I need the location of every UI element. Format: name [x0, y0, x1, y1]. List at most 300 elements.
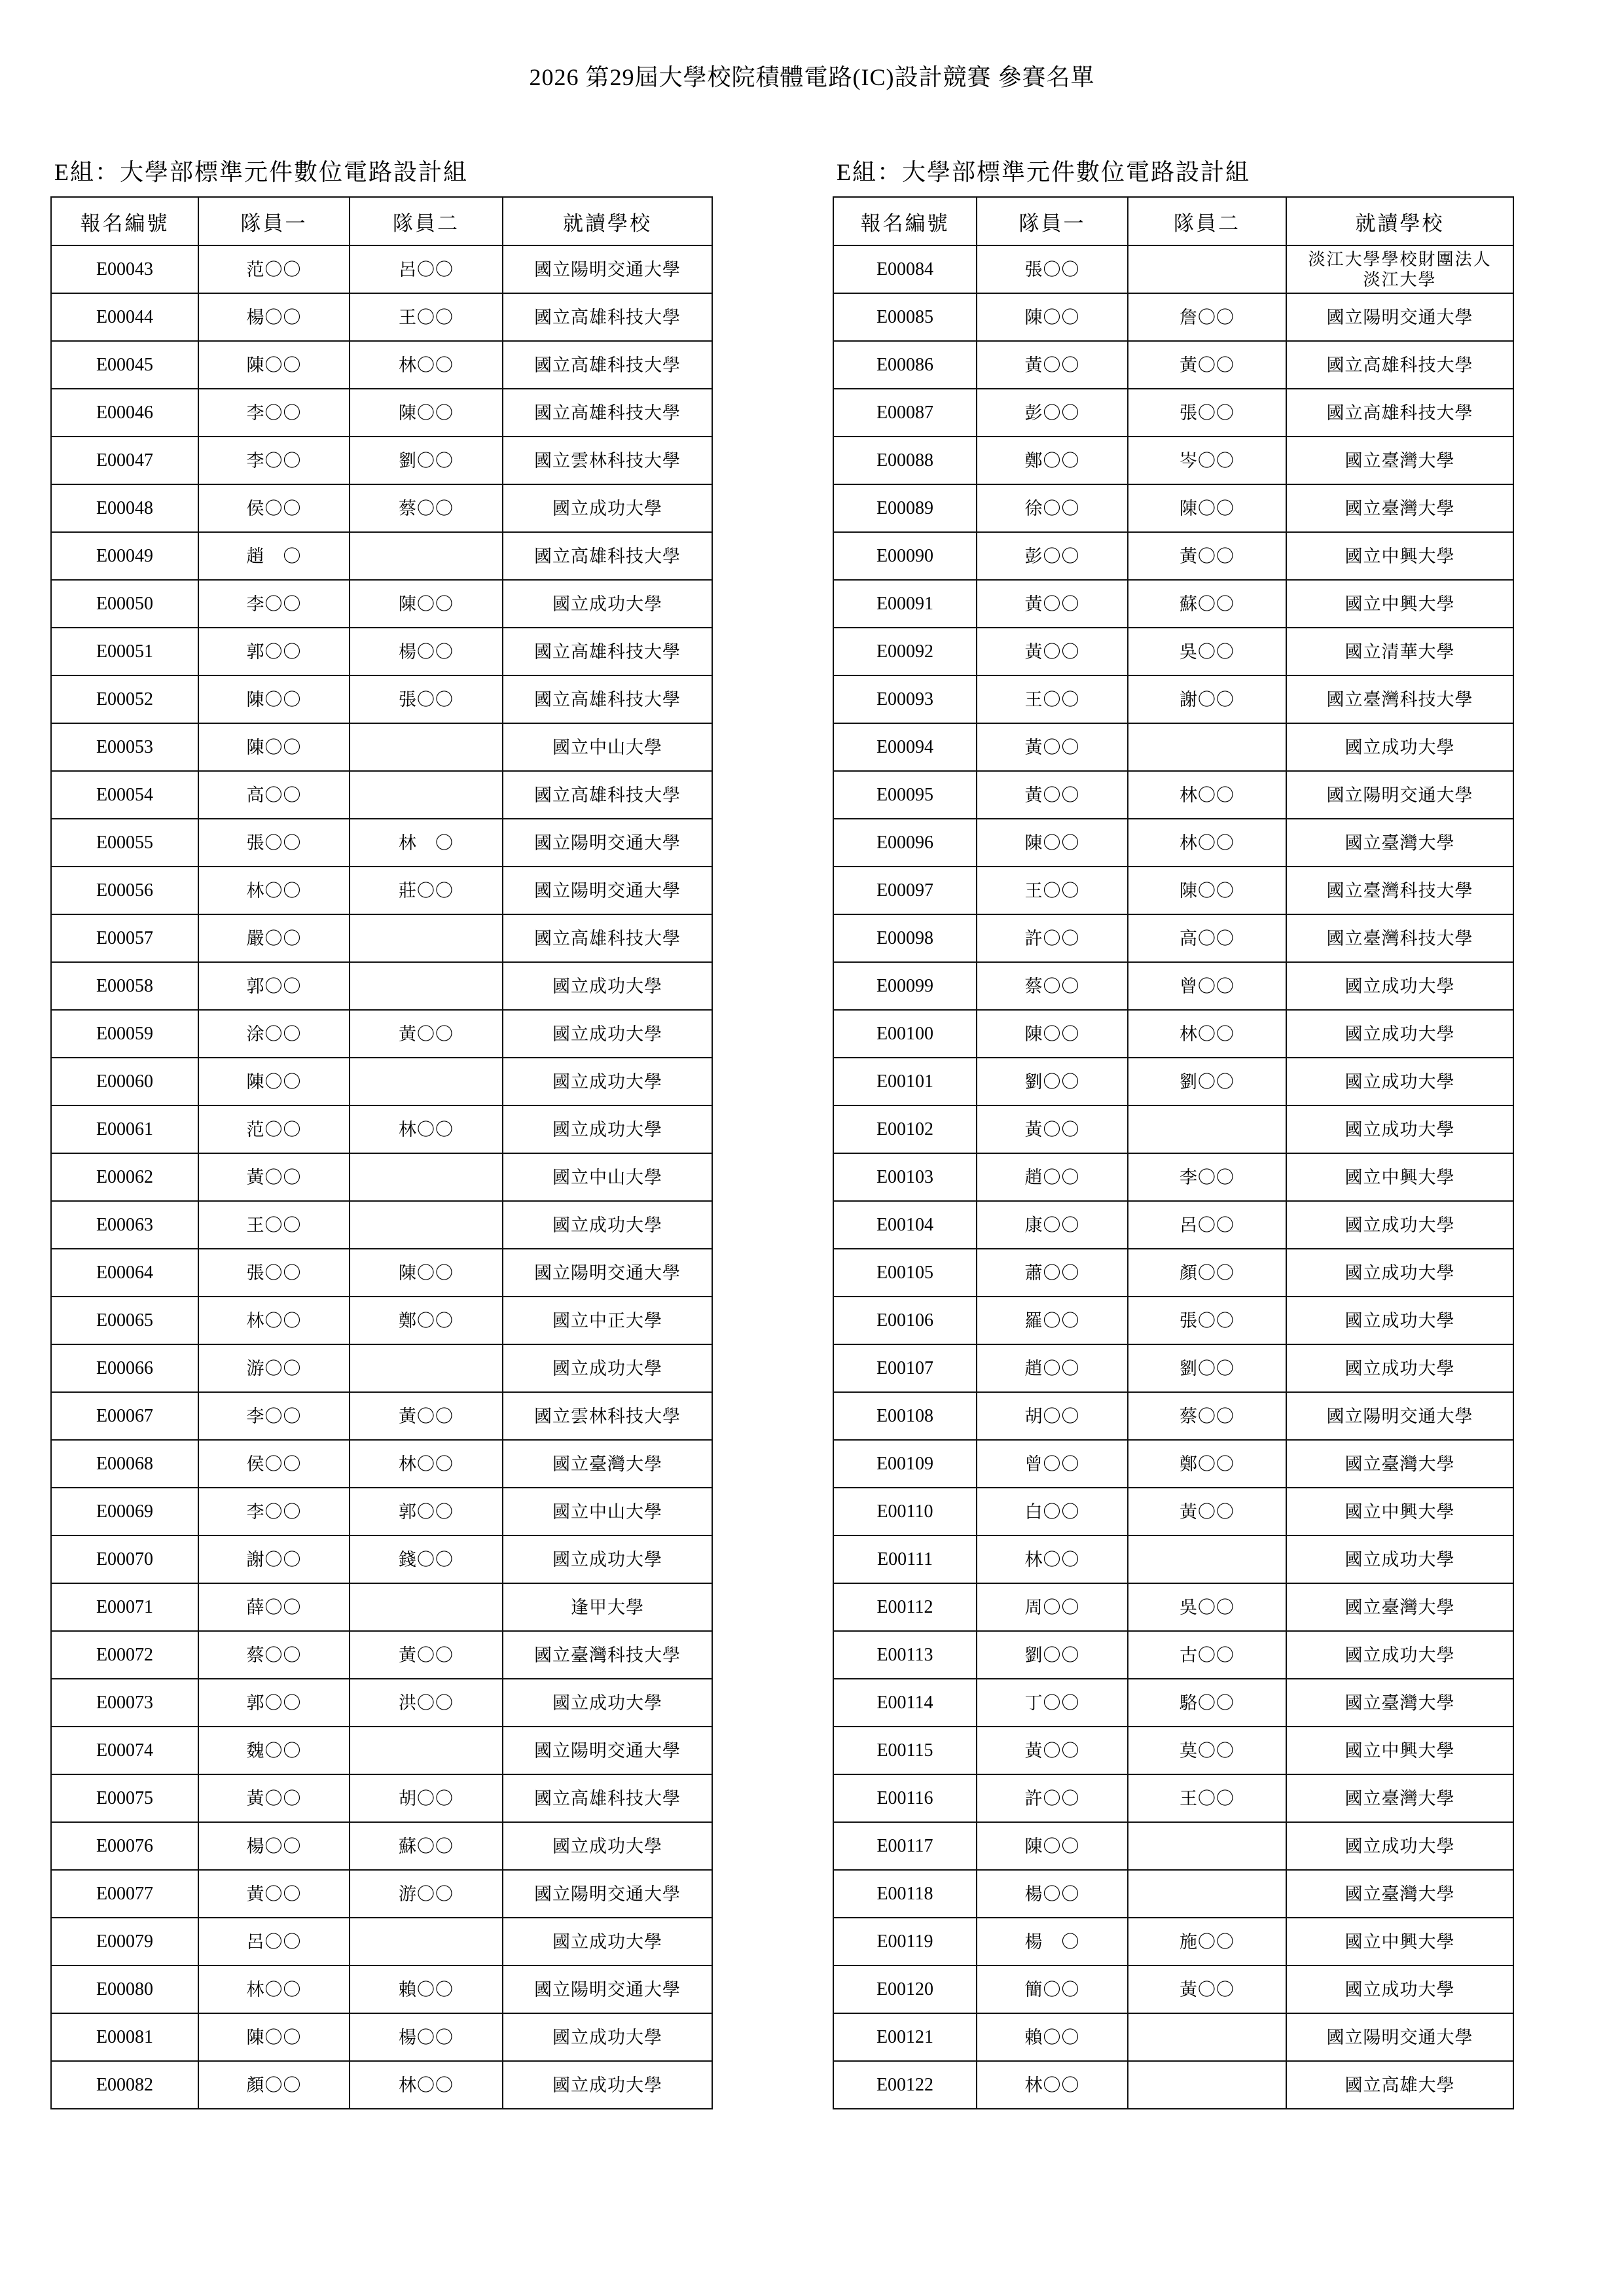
member-one-cell: 黃〇〇 [977, 580, 1128, 628]
registration-id-cell: E00073 [51, 1679, 198, 1727]
registration-id-cell: E00055 [51, 819, 198, 867]
member-two-cell [350, 1201, 503, 1249]
school-line: 淡江大學 [1363, 270, 1437, 289]
registration-id-cell: E00072 [51, 1631, 198, 1679]
school-cell: 國立陽明交通大學 [1286, 771, 1513, 819]
member-one-cell: 侯〇〇 [198, 484, 350, 532]
member-one-cell: 范〇〇 [198, 245, 350, 293]
member-two-cell: 蔡〇〇 [1128, 1392, 1286, 1440]
school-cell: 國立成功大學 [1286, 1631, 1513, 1679]
table-row [833, 1201, 1513, 1249]
member-two-cell: 王〇〇 [1128, 1774, 1286, 1822]
table-row [833, 819, 1513, 867]
table-row [833, 1058, 1513, 1105]
header-school: 就讀學校 [503, 197, 712, 245]
member-one-cell: 顏〇〇 [198, 2061, 350, 2109]
school-cell: 國立成功大學 [1286, 1822, 1513, 1870]
school-cell: 國立雲林科技大學 [503, 437, 712, 484]
member-one-cell: 范〇〇 [198, 1105, 350, 1153]
member-one-cell: 趙〇〇 [977, 1153, 1128, 1201]
member-one-cell: 徐〇〇 [977, 484, 1128, 532]
member-one-cell: 林〇〇 [198, 1297, 350, 1344]
table-row [51, 580, 712, 628]
registration-id-cell: E00054 [51, 771, 198, 819]
member-one-cell: 陳〇〇 [198, 723, 350, 771]
registration-id-cell: E00084 [833, 245, 977, 293]
member-one-cell: 謝〇〇 [198, 1535, 350, 1583]
table-row [833, 1392, 1513, 1440]
registration-id-cell: E00091 [833, 580, 977, 628]
table-row [833, 580, 1513, 628]
member-one-cell: 劉〇〇 [977, 1058, 1128, 1105]
table-row [833, 962, 1513, 1010]
registration-id-cell: E00098 [833, 914, 977, 962]
table-row [51, 914, 712, 962]
member-one-cell: 郭〇〇 [198, 962, 350, 1010]
school-cell: 國立中興大學 [1286, 1488, 1513, 1535]
registration-id-cell: E00053 [51, 723, 198, 771]
table-row [833, 1822, 1513, 1870]
member-one-cell: 魏〇〇 [198, 1727, 350, 1774]
table-row [833, 867, 1513, 914]
registration-id-cell: E00102 [833, 1105, 977, 1153]
registration-id-cell: E00109 [833, 1440, 977, 1488]
school-cell: 國立陽明交通大學 [503, 1870, 712, 1918]
registration-id-cell: E00118 [833, 1870, 977, 1918]
member-one-cell: 黃〇〇 [198, 1153, 350, 1201]
school-cell: 國立成功大學 [503, 2013, 712, 2061]
registration-id-cell: E00111 [833, 1535, 977, 1583]
school-cell: 國立成功大學 [1286, 1249, 1513, 1297]
member-two-cell: 郭〇〇 [350, 1488, 503, 1535]
member-two-cell: 張〇〇 [1128, 389, 1286, 437]
registration-id-cell: E00069 [51, 1488, 198, 1535]
school-cell: 國立臺灣大學 [1286, 437, 1513, 484]
registration-id-cell: E00045 [51, 341, 198, 389]
school-cell: 國立臺灣大學 [1286, 484, 1513, 532]
school-cell: 國立陽明交通大學 [503, 819, 712, 867]
member-one-cell: 羅〇〇 [977, 1297, 1128, 1344]
header-member-one: 隊員一 [198, 197, 350, 245]
member-one-cell: 李〇〇 [198, 1392, 350, 1440]
registration-id-cell: E00103 [833, 1153, 977, 1201]
school-cell: 國立臺灣科技大學 [1286, 867, 1513, 914]
member-one-cell: 李〇〇 [198, 580, 350, 628]
school-cell: 國立清華大學 [1286, 628, 1513, 675]
member-one-cell: 趙〇〇 [977, 1344, 1128, 1392]
table-row [833, 771, 1513, 819]
table-row [833, 484, 1513, 532]
school-cell: 國立高雄科技大學 [503, 1774, 712, 1822]
table-body [833, 245, 1513, 2109]
school-cell: 國立臺灣大學 [1286, 1440, 1513, 1488]
school-cell: 國立成功大學 [1286, 1344, 1513, 1392]
registration-id-cell: E00117 [833, 1822, 977, 1870]
member-two-cell: 黃〇〇 [350, 1010, 503, 1058]
school-cell: 國立陽明交通大學 [1286, 1392, 1513, 1440]
member-two-cell: 林〇〇 [350, 341, 503, 389]
member-one-cell: 鄭〇〇 [977, 437, 1128, 484]
member-one-cell: 黃〇〇 [198, 1774, 350, 1822]
member-two-cell: 呂〇〇 [1128, 1201, 1286, 1249]
registration-id-cell: E00070 [51, 1535, 198, 1583]
roster-group-right [833, 156, 1513, 2109]
registration-id-cell: E00094 [833, 723, 977, 771]
school-cell: 國立成功大學 [503, 580, 712, 628]
registration-id-cell: E00099 [833, 962, 977, 1010]
school-cell: 逢甲大學 [503, 1583, 712, 1631]
member-two-cell: 謝〇〇 [1128, 675, 1286, 723]
school-cell: 國立中興大學 [1286, 532, 1513, 580]
member-two-cell: 陳〇〇 [350, 389, 503, 437]
registration-id-cell: E00113 [833, 1631, 977, 1679]
registration-id-cell: E00115 [833, 1727, 977, 1774]
registration-id-cell: E00047 [51, 437, 198, 484]
school-cell: 國立成功大學 [503, 962, 712, 1010]
member-two-cell [350, 914, 503, 962]
registration-id-cell: E00120 [833, 1965, 977, 2013]
group-title: E組：大學部標準元件數位電路設計組 [54, 159, 468, 185]
table-row [51, 628, 712, 675]
registration-id-cell: E00051 [51, 628, 198, 675]
table-row [51, 675, 712, 723]
school-cell: 國立成功大學 [1286, 723, 1513, 771]
member-two-cell: 黃〇〇 [1128, 341, 1286, 389]
member-one-cell: 陳〇〇 [198, 2013, 350, 2061]
table-row [833, 2013, 1513, 2061]
registration-id-cell: E00107 [833, 1344, 977, 1392]
member-one-cell: 高〇〇 [198, 771, 350, 819]
table-row [51, 1201, 712, 1249]
member-one-cell: 彭〇〇 [977, 532, 1128, 580]
member-two-cell [1128, 2061, 1286, 2109]
table-row [833, 1440, 1513, 1488]
member-one-cell: 林〇〇 [198, 867, 350, 914]
member-one-cell: 胡〇〇 [977, 1392, 1128, 1440]
member-two-cell: 張〇〇 [350, 675, 503, 723]
registration-id-cell: E00112 [833, 1583, 977, 1631]
school-cell: 國立高雄科技大學 [503, 628, 712, 675]
table-row [833, 1488, 1513, 1535]
school-cell: 國立高雄科技大學 [503, 532, 712, 580]
member-two-cell: 施〇〇 [1128, 1918, 1286, 1965]
member-one-cell: 李〇〇 [198, 1488, 350, 1535]
table-row [51, 1870, 712, 1918]
member-two-cell [1128, 1105, 1286, 1153]
registration-id-cell: E00049 [51, 532, 198, 580]
table-row [51, 293, 712, 341]
member-one-cell: 賴〇〇 [977, 2013, 1128, 2061]
registration-id-cell: E00058 [51, 962, 198, 1010]
registration-id-cell: E00079 [51, 1918, 198, 1965]
table-row [833, 675, 1513, 723]
registration-id-cell: E00061 [51, 1105, 198, 1153]
header-member-two: 隊員二 [350, 197, 503, 245]
member-two-cell: 莫〇〇 [1128, 1727, 1286, 1774]
registration-id-cell: E00093 [833, 675, 977, 723]
member-one-cell: 游〇〇 [198, 1344, 350, 1392]
member-two-cell: 楊〇〇 [350, 2013, 503, 2061]
member-two-cell [1128, 1870, 1286, 1918]
member-two-cell: 林〇〇 [350, 2061, 503, 2109]
header-member-two: 隊員二 [1128, 197, 1286, 245]
table-row [51, 723, 712, 771]
member-two-cell: 吳〇〇 [1128, 628, 1286, 675]
table-row [51, 1631, 712, 1679]
member-two-cell: 楊〇〇 [350, 628, 503, 675]
table-row [51, 1297, 712, 1344]
registration-id-cell: E00095 [833, 771, 977, 819]
member-two-cell: 黃〇〇 [350, 1392, 503, 1440]
member-one-cell: 張〇〇 [977, 245, 1128, 293]
member-two-cell: 陳〇〇 [1128, 867, 1286, 914]
member-one-cell: 康〇〇 [977, 1201, 1128, 1249]
member-two-cell: 莊〇〇 [350, 867, 503, 914]
member-two-cell: 曾〇〇 [1128, 962, 1286, 1010]
table-row [51, 532, 712, 580]
header-school: 就讀學校 [1286, 197, 1513, 245]
school-cell: 國立成功大學 [1286, 1010, 1513, 1058]
member-two-cell [350, 1153, 503, 1201]
member-two-cell [350, 532, 503, 580]
member-one-cell: 呂〇〇 [198, 1918, 350, 1965]
registration-id-cell: E00110 [833, 1488, 977, 1535]
member-two-cell: 蘇〇〇 [350, 1822, 503, 1870]
school-cell: 國立成功大學 [503, 1822, 712, 1870]
table-row [51, 1058, 712, 1105]
member-two-cell: 陳〇〇 [350, 1249, 503, 1297]
member-two-cell: 黃〇〇 [1128, 1965, 1286, 2013]
member-one-cell: 李〇〇 [198, 437, 350, 484]
school-cell: 國立雲林科技大學 [503, 1392, 712, 1440]
member-two-cell: 劉〇〇 [350, 437, 503, 484]
table-row [833, 532, 1513, 580]
member-one-cell: 楊〇〇 [198, 293, 350, 341]
member-two-cell: 林〇〇 [1128, 819, 1286, 867]
school-cell: 國立中山大學 [503, 1153, 712, 1201]
member-one-cell: 楊 〇 [977, 1918, 1128, 1965]
school-cell: 國立中興大學 [1286, 580, 1513, 628]
header-registration-id: 報名編號 [51, 197, 198, 245]
table-row [51, 962, 712, 1010]
table-header-row [51, 197, 712, 245]
school-cell: 國立中興大學 [1286, 1153, 1513, 1201]
member-two-cell [350, 1918, 503, 1965]
member-one-cell: 黃〇〇 [977, 341, 1128, 389]
registration-id-cell: E00062 [51, 1153, 198, 1201]
registration-id-cell: E00067 [51, 1392, 198, 1440]
registration-id-cell: E00044 [51, 293, 198, 341]
registration-id-cell: E00050 [51, 580, 198, 628]
school-cell: 國立臺灣大學 [1286, 1774, 1513, 1822]
table-row [833, 245, 1513, 293]
member-one-cell: 郭〇〇 [198, 1679, 350, 1727]
table-row [51, 1965, 712, 2013]
table-row [833, 437, 1513, 484]
school-cell: 國立臺灣大學 [503, 1440, 712, 1488]
table-row [833, 914, 1513, 962]
table-row [833, 1631, 1513, 1679]
table-row [51, 1249, 712, 1297]
school-cell: 國立成功大學 [503, 1344, 712, 1392]
member-one-cell: 蔡〇〇 [198, 1631, 350, 1679]
member-one-cell: 陳〇〇 [198, 675, 350, 723]
table-row [51, 341, 712, 389]
table-row [51, 1583, 712, 1631]
member-two-cell: 陳〇〇 [350, 580, 503, 628]
member-two-cell: 黃〇〇 [1128, 532, 1286, 580]
member-two-cell: 呂〇〇 [350, 245, 503, 293]
table-row [833, 1535, 1513, 1583]
school-cell: 國立成功大學 [1286, 1058, 1513, 1105]
table-row [833, 1105, 1513, 1153]
member-two-cell: 駱〇〇 [1128, 1679, 1286, 1727]
table-row [51, 771, 712, 819]
school-cell: 國立高雄科技大學 [503, 341, 712, 389]
table-row [833, 1679, 1513, 1727]
table-row [833, 1583, 1513, 1631]
member-two-cell: 鄭〇〇 [350, 1297, 503, 1344]
school-cell: 國立成功大學 [1286, 1965, 1513, 2013]
member-one-cell: 嚴〇〇 [198, 914, 350, 962]
school-cell: 國立成功大學 [503, 1679, 712, 1727]
registration-id-cell: E00100 [833, 1010, 977, 1058]
school-cell: 國立臺灣科技大學 [503, 1631, 712, 1679]
member-two-cell [1128, 2013, 1286, 2061]
member-two-cell [350, 1727, 503, 1774]
member-two-cell [350, 723, 503, 771]
member-two-cell: 林 〇 [350, 819, 503, 867]
header-member-one: 隊員一 [977, 197, 1128, 245]
school-cell: 國立臺灣大學 [1286, 1679, 1513, 1727]
registration-id-cell: E00063 [51, 1201, 198, 1249]
member-two-cell [350, 1058, 503, 1105]
registration-id-cell: E00059 [51, 1010, 198, 1058]
member-one-cell: 黃〇〇 [977, 1105, 1128, 1153]
registration-id-cell: E00090 [833, 532, 977, 580]
registration-id-cell: E00046 [51, 389, 198, 437]
member-one-cell: 陳〇〇 [198, 1058, 350, 1105]
table-row [833, 1010, 1513, 1058]
table-row [51, 2013, 712, 2061]
school-cell: 國立中山大學 [503, 1488, 712, 1535]
school-cell: 國立臺灣大學 [1286, 819, 1513, 867]
registration-id-cell: E00108 [833, 1392, 977, 1440]
table-row [833, 1870, 1513, 1918]
member-one-cell: 林〇〇 [977, 2061, 1128, 2109]
school-cell: 國立成功大學 [503, 1058, 712, 1105]
school-cell: 國立成功大學 [1286, 1535, 1513, 1583]
group-title: E組：大學部標準元件數位電路設計組 [837, 159, 1250, 185]
table-row [51, 484, 712, 532]
school-cell: 國立陽明交通大學 [1286, 293, 1513, 341]
member-one-cell: 陳〇〇 [977, 1822, 1128, 1870]
member-two-cell: 鄭〇〇 [1128, 1440, 1286, 1488]
registration-id-cell: E00081 [51, 2013, 198, 2061]
member-one-cell: 楊〇〇 [198, 1822, 350, 1870]
school-cell: 國立高雄大學 [1286, 2061, 1513, 2109]
member-two-cell: 張〇〇 [1128, 1297, 1286, 1344]
school-cell: 國立成功大學 [503, 1535, 712, 1583]
school-cell: 國立陽明交通大學 [503, 867, 712, 914]
member-one-cell: 薛〇〇 [198, 1583, 350, 1631]
school-cell: 國立成功大學 [1286, 1201, 1513, 1249]
table-row [833, 1774, 1513, 1822]
registration-id-cell: E00043 [51, 245, 198, 293]
member-one-cell: 黃〇〇 [977, 723, 1128, 771]
page-title: 2026 第29屆大學校院積體電路(IC)設計競賽 參賽名單 [529, 64, 1095, 90]
table-row [833, 628, 1513, 675]
member-two-cell: 劉〇〇 [1128, 1058, 1286, 1105]
table-row [51, 819, 712, 867]
member-one-cell: 許〇〇 [977, 914, 1128, 962]
member-two-cell: 顏〇〇 [1128, 1249, 1286, 1297]
school-cell [1286, 245, 1513, 293]
member-one-cell: 侯〇〇 [198, 1440, 350, 1488]
table-row [833, 1727, 1513, 1774]
member-two-cell: 王〇〇 [350, 293, 503, 341]
registration-id-cell: E00106 [833, 1297, 977, 1344]
member-two-cell [350, 771, 503, 819]
school-cell: 國立高雄科技大學 [1286, 341, 1513, 389]
member-one-cell: 簡〇〇 [977, 1965, 1128, 2013]
registration-id-cell: E00060 [51, 1058, 198, 1105]
member-one-cell: 林〇〇 [198, 1965, 350, 2013]
member-one-cell: 白〇〇 [977, 1488, 1128, 1535]
registration-id-cell: E00082 [51, 2061, 198, 2109]
member-two-cell [1128, 1822, 1286, 1870]
table-row [51, 1392, 712, 1440]
school-cell: 國立成功大學 [503, 484, 712, 532]
table-row [51, 1535, 712, 1583]
member-two-cell: 胡〇〇 [350, 1774, 503, 1822]
school-cell: 國立中正大學 [503, 1297, 712, 1344]
registration-id-cell: E00057 [51, 914, 198, 962]
table-row [51, 2061, 712, 2109]
member-one-cell: 張〇〇 [198, 819, 350, 867]
table-row [51, 1344, 712, 1392]
member-one-cell: 蕭〇〇 [977, 1249, 1128, 1297]
school-cell: 國立高雄科技大學 [503, 389, 712, 437]
registration-id-cell: E00101 [833, 1058, 977, 1105]
table-row [833, 1918, 1513, 1965]
registration-id-cell: E00085 [833, 293, 977, 341]
table-row [51, 1105, 712, 1153]
member-one-cell: 彭〇〇 [977, 389, 1128, 437]
member-one-cell: 郭〇〇 [198, 628, 350, 675]
school-cell: 國立成功大學 [503, 1010, 712, 1058]
member-one-cell: 王〇〇 [977, 867, 1128, 914]
member-one-cell: 劉〇〇 [977, 1631, 1128, 1679]
registration-id-cell: E00066 [51, 1344, 198, 1392]
registration-id-cell: E00096 [833, 819, 977, 867]
member-one-cell: 黃〇〇 [977, 628, 1128, 675]
member-one-cell: 陳〇〇 [198, 341, 350, 389]
member-one-cell: 許〇〇 [977, 1774, 1128, 1822]
registration-id-cell: E00114 [833, 1679, 977, 1727]
school-cell: 國立陽明交通大學 [503, 1727, 712, 1774]
registration-id-cell: E00052 [51, 675, 198, 723]
school-cell: 國立陽明交通大學 [503, 245, 712, 293]
member-two-cell: 吳〇〇 [1128, 1583, 1286, 1631]
member-two-cell: 岑〇〇 [1128, 437, 1286, 484]
table-row [51, 245, 712, 293]
member-one-cell: 黃〇〇 [977, 771, 1128, 819]
member-one-cell: 林〇〇 [977, 1535, 1128, 1583]
registration-id-cell: E00119 [833, 1918, 977, 1965]
registration-id-cell: E00122 [833, 2061, 977, 2109]
member-two-cell: 洪〇〇 [350, 1679, 503, 1727]
